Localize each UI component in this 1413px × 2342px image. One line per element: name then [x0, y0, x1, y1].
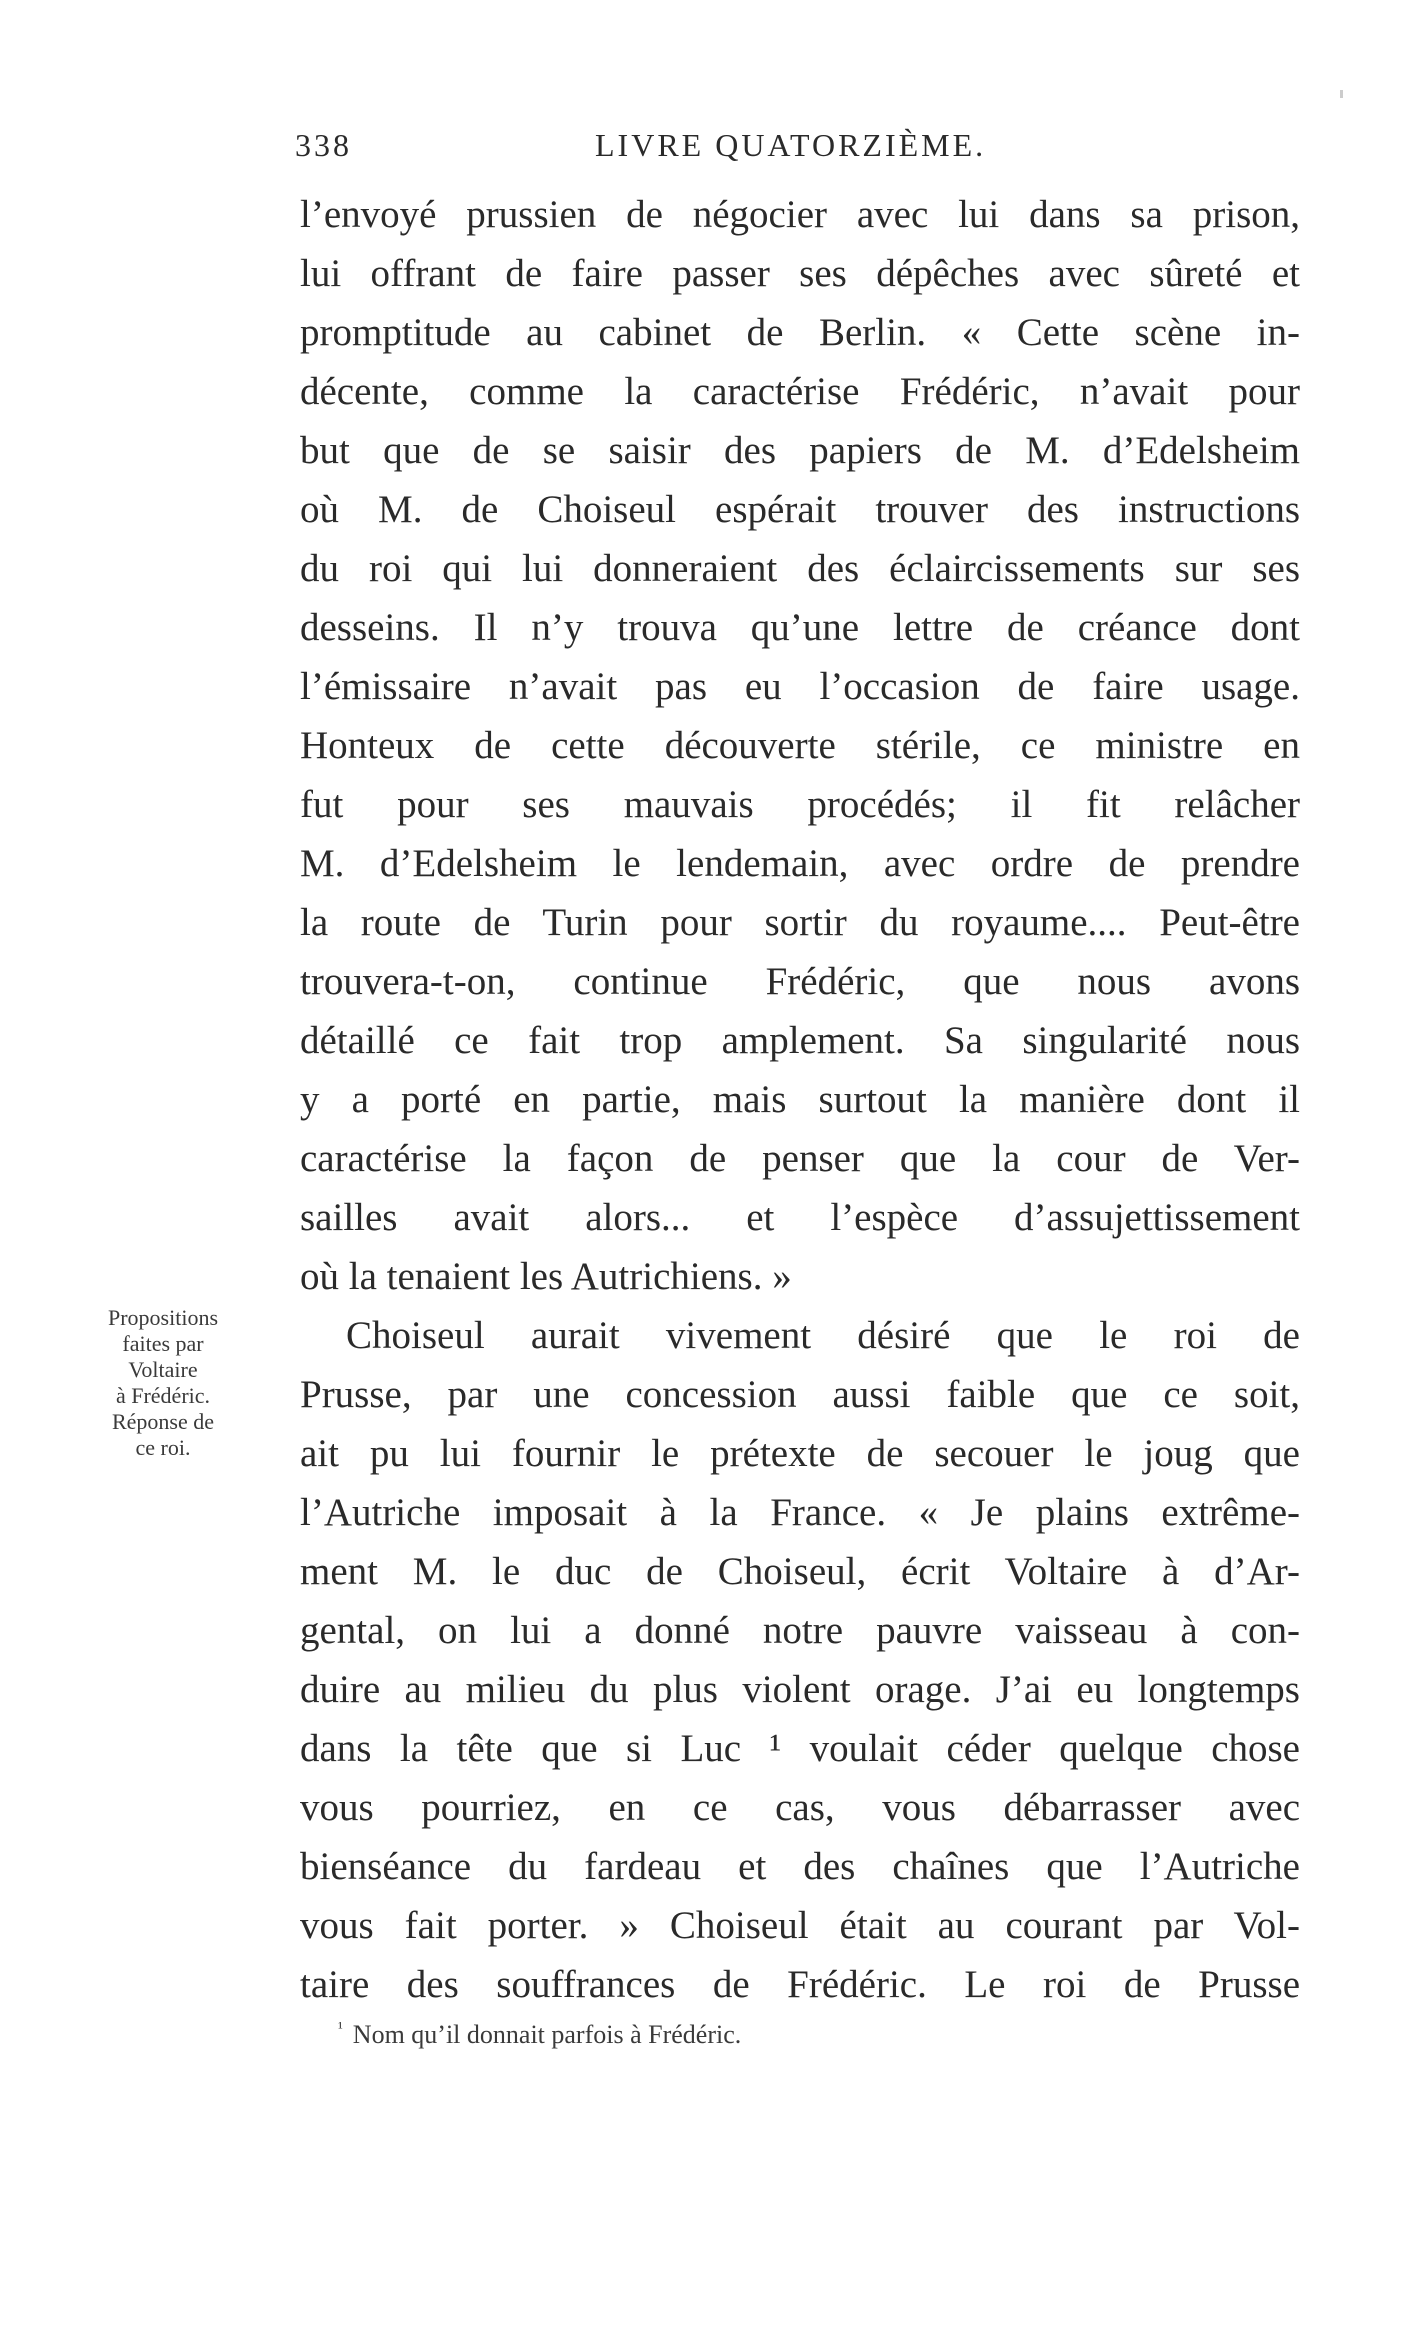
- text-line: du roi qui lui donneraient des éclaircissements sur ses: [300, 547, 1300, 590]
- stray-ink-mark: [1340, 90, 1343, 98]
- margin-note-line: Propositions: [107, 1305, 219, 1330]
- text-line: où M. de Choiseul espérait trouver des instructions: [300, 488, 1300, 531]
- text-line: fut pour ses mauvais procédés; il fit relâcher: [300, 783, 1300, 826]
- text-line: caractérise la façon de penser que la cour de Ver-: [300, 1137, 1300, 1180]
- margin-note-line: Réponse de: [111, 1409, 215, 1434]
- margin-note-line: Voltaire: [128, 1357, 198, 1382]
- text-line: Honteux de cette découverte stérile, ce ministre en: [300, 724, 1300, 767]
- footnote-text: Nom qu’il donnait parfois à Frédéric.: [352, 2020, 742, 2049]
- main-text: [300, 185, 1300, 2014]
- text-line: vous pourriez, en ce cas, vous débarrasser avec: [300, 1786, 1300, 1829]
- running-title: LIVRE QUATORZIÈME.: [595, 127, 987, 163]
- text-line: détaillé ce fait trop amplement. Sa singularité nous: [300, 1019, 1300, 1062]
- text-line: trouvera-t-on, continue Frédéric, que nous avons: [300, 960, 1300, 1003]
- text-line: l’émissaire n’avait pas eu l’occasion de faire usage.: [300, 665, 1300, 708]
- text-line: bienséance du fardeau et des chaînes que l’Autriche: [300, 1845, 1300, 1888]
- text-line: y a porté en partie, mais surtout la manière dont il: [300, 1078, 1300, 1121]
- text-line: décente, comme la caractérise Frédéric, n’avait pour: [300, 370, 1300, 413]
- text-line: dans la tête que si Luc ¹ voulait céder quelque chose: [300, 1727, 1300, 1770]
- text-line: où la tenaient les Autrichiens. »: [300, 1255, 792, 1298]
- text-line: but que de se saisir des papiers de M. d’Edelsheim: [300, 429, 1300, 472]
- margin-note-line: à Frédéric.: [115, 1383, 211, 1408]
- text-line: vous fait porter. » Choiseul était au courant par Vol-: [300, 1904, 1300, 1947]
- footnote: [338, 2020, 741, 2050]
- margin-note-line: faites par: [122, 1331, 204, 1356]
- text-line: Prusse, par une concession aussi faible que ce soit,: [300, 1373, 1300, 1416]
- margin-note: [88, 1305, 238, 1461]
- text-line: ment M. le duc de Choiseul, écrit Voltaire à d’Ar-: [300, 1550, 1300, 1593]
- text-line: l’envoyé prussien de négocier avec lui dans sa prison,: [300, 193, 1300, 236]
- text-line: lui offrant de faire passer ses dépêches avec sûreté et: [300, 252, 1300, 295]
- page-header: [295, 127, 1315, 167]
- text-line: sailles avait alors... et l’espèce d’assujettissement: [300, 1196, 1300, 1239]
- text-line: l’Autriche imposait à la France. « Je plains extrême-: [300, 1491, 1300, 1534]
- text-line: promptitude au cabinet de Berlin. « Cette scène in-: [300, 311, 1300, 354]
- text-line: desseins. Il n’y trouva qu’une lettre de créance dont: [300, 606, 1300, 649]
- text-line: Choiseul aurait vivement désiré que le roi de: [346, 1314, 1300, 1357]
- text-line: duire au milieu du plus violent orage. J’ai eu longtemps: [300, 1668, 1300, 1711]
- margin-note-line: ce roi.: [135, 1435, 191, 1460]
- text-line: gental, on lui a donné notre pauvre vaisseau à con-: [300, 1609, 1300, 1652]
- text-line: ait pu lui fournir le prétexte de secouer le joug que: [300, 1432, 1300, 1475]
- text-line: taire des souffrances de Frédéric. Le roi de Prusse: [300, 1963, 1300, 2006]
- page-number: 338: [295, 127, 352, 163]
- text-line: M. d’Edelsheim le lendemain, avec ordre de prendre: [300, 842, 1300, 885]
- footnote-marker: ¹: [338, 2020, 343, 2038]
- text-line: la route de Turin pour sortir du royaume.... Peut-être: [300, 901, 1300, 944]
